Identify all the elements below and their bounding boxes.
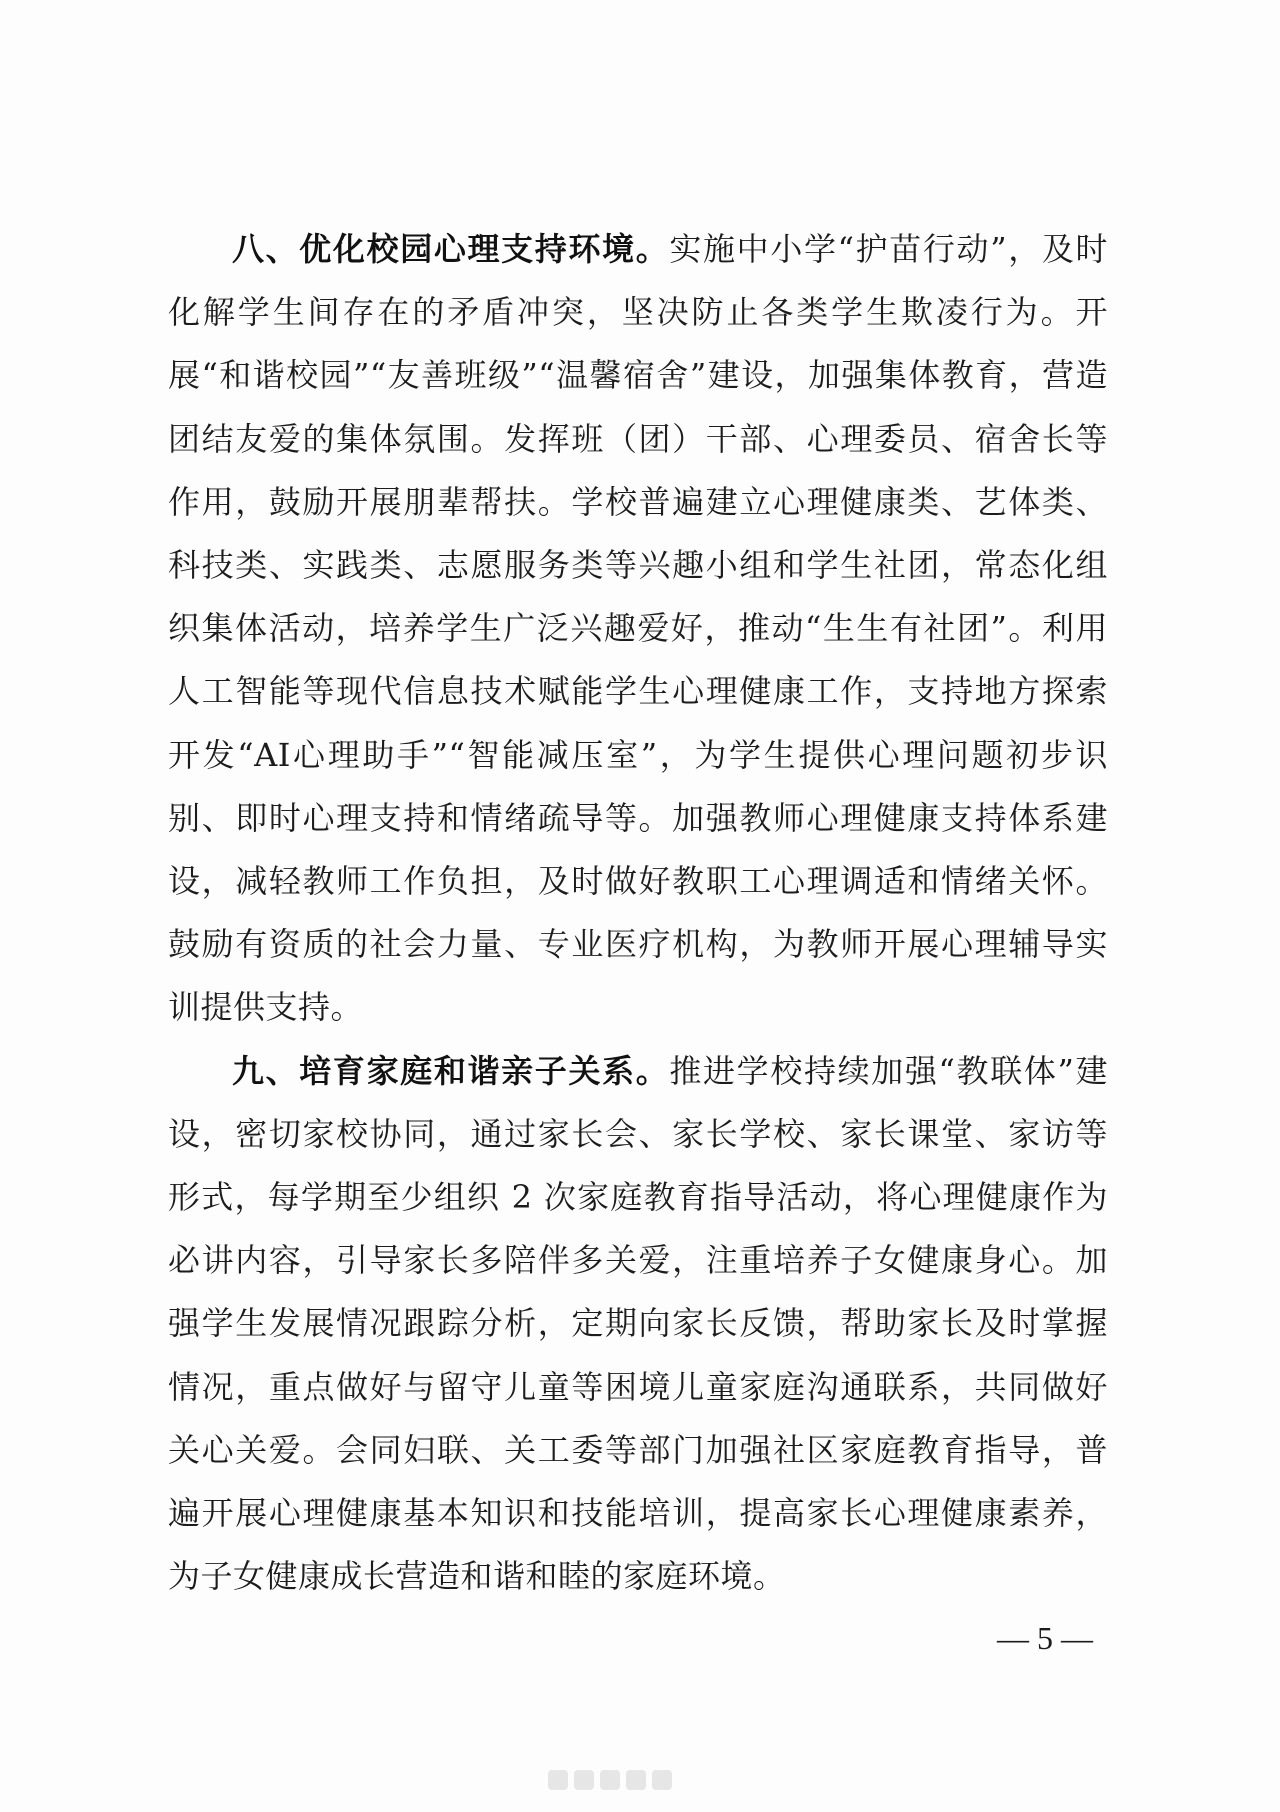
document-body	[168, 218, 1108, 1608]
watermark-dot	[600, 1770, 620, 1790]
watermark-dot	[652, 1770, 672, 1790]
section-9-heading: 九、培育家庭和谐亲子关系。	[232, 1051, 670, 1090]
watermark-mark	[548, 1770, 728, 1792]
section-8-heading: 八、优化校园心理支持环境。	[232, 230, 670, 268]
section-9-body: 推进学校持续加强“教联体”建设，密切家校协同，通过家长会、家长学校、家长课堂、家访等形式，每学期至少组织 2 次家庭教育指导活动，将心理健康作为必讲内容，引导家长多陪伴多关爱，注重培养子女健康身心。加强学生发展情况跟踪分析，定期向家长反馈，帮助家长及时掌握情况，重点做好与留守儿童等困境儿童家庭沟通联系，共同做好关心关爱。会同妇联、关工委等部门加强社区家庭教育指导，普遍开展心理健康基本知识和技能培训，提高家长心理健康素养，为子女健康成长营造和谐和睦的家庭环境。	[168, 1051, 1108, 1596]
paragraph-section-9	[168, 1040, 1108, 1609]
paragraph-section-8	[168, 218, 1108, 1040]
watermark-dot	[548, 1770, 568, 1790]
section-8-body: 实施中小学“护苗行动”，及时化解学生间存在的矛盾冲突，坚决防止各类学生欺凌行为。开展“和谐校园”“友善班级”“温馨宿舍”建设，加强集体教育，营造团结友爱的集体氛围。发挥班（团）干部、心理委员、宿舍长等作用，鼓励开展朋辈帮扶。学校普遍建立心理健康类、艺体类、科技类、实践类、志愿服务类等兴趣小组和学生社团，常态化组织集体活动，培养学生广泛兴趣爱好，推动“生生有社团”。利用人工智能等现代信息技术赋能学生心理健康工作，支持地方探索开发“AI心理助手”“智能减压室”，为学生提供心理问题初步识别、即时心理支持和情绪疏导等。加强教师心理健康支持体系建设，减轻教师工作负担，及时做好教职工心理调适和情绪关怀。鼓励有资质的社会力量、专业医疗机构，为教师开展心理辅导实训提供支持。	[168, 230, 1108, 1027]
watermark-dot	[574, 1770, 594, 1790]
page-number: — 5 —	[997, 1620, 1093, 1656]
watermark-dot	[626, 1770, 646, 1790]
